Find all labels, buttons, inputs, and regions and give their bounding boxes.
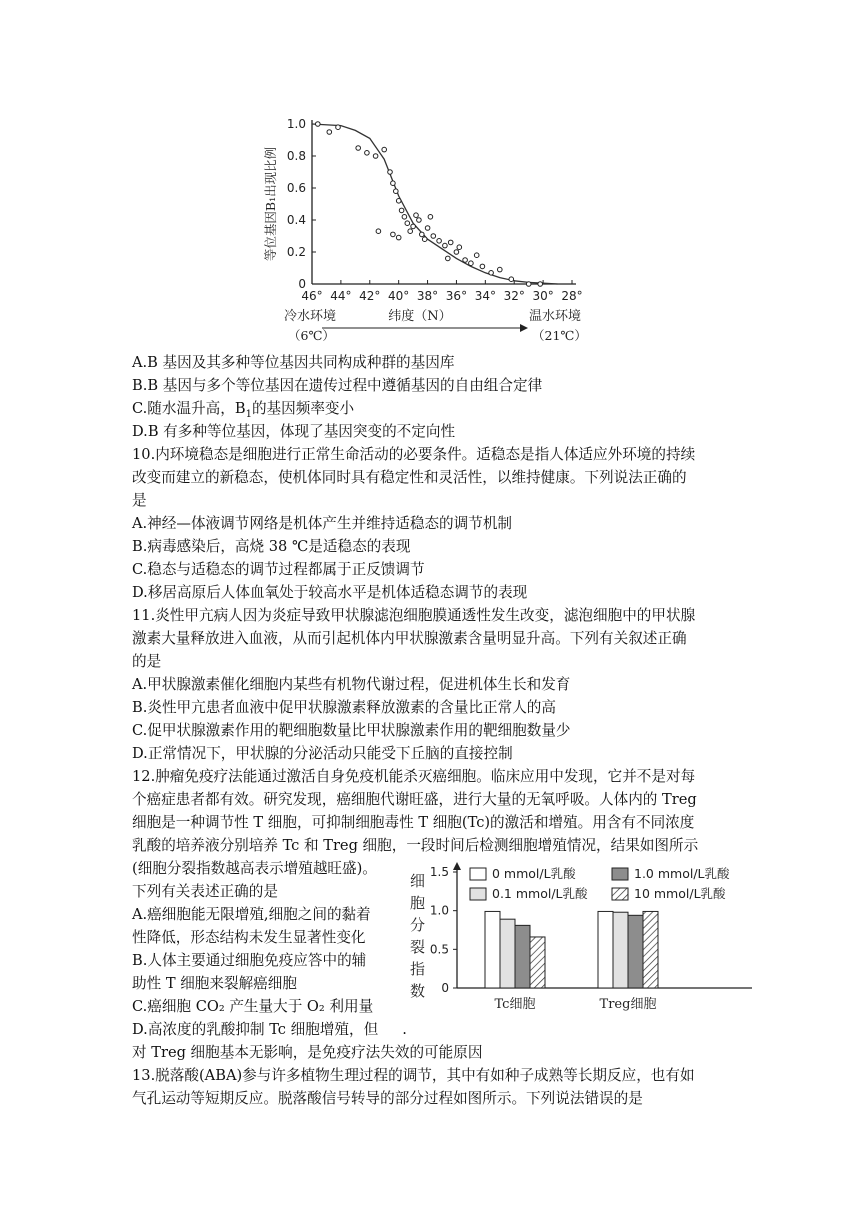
data-point: [396, 235, 401, 240]
y-axis-label-char: 细: [410, 872, 426, 890]
y-axis-arrow: [453, 862, 461, 870]
data-point: [402, 215, 407, 220]
q12-option-d: D.高浓度的乳酸抑制 Tc 细胞增殖，但 .: [132, 1021, 407, 1038]
x-tick-label: 40°: [388, 289, 410, 303]
data-point: [469, 261, 474, 266]
data-point: [448, 240, 453, 245]
q12-option-a-2: 性降低，形态结构未发生显著性变化: [132, 929, 366, 946]
data-point: [428, 215, 433, 220]
category-label: Tc细胞: [494, 997, 536, 1012]
data-point: [454, 250, 459, 255]
legend-label: 0 mmol/L乳酸: [492, 866, 576, 881]
x-tick-label: 30°: [532, 289, 554, 303]
data-point: [399, 208, 404, 213]
data-point: [414, 213, 419, 218]
x-tick-label: 36°: [445, 289, 468, 303]
data-point: [446, 256, 451, 261]
y-tick-label: 0.4: [286, 213, 306, 227]
data-point: [538, 282, 543, 287]
data-point: [336, 125, 341, 130]
data-point: [327, 130, 332, 135]
y-tick-label: 1.0: [429, 903, 449, 918]
y-axis-label-char: 胞: [410, 894, 426, 912]
q12-option-b-2: 助性 T 细胞来裂解癌细胞: [132, 975, 297, 992]
legend-swatch: [470, 868, 486, 880]
x-tick-label: 38°: [416, 289, 439, 303]
data-point: [509, 277, 514, 282]
q10-stem-3: 是: [132, 492, 147, 509]
data-point: [526, 282, 531, 287]
q10-stem: 10.内环境稳态是细胞进行正常生命活动的必要条件。适稳态是指人体适应外环境的持续: [132, 446, 696, 463]
y-tick-label: 1.0: [286, 117, 306, 131]
bar: [500, 919, 515, 988]
data-point: [498, 267, 503, 272]
data-point: [316, 122, 321, 127]
bar: [530, 937, 545, 988]
data-point: [405, 221, 410, 226]
q12-stem-4: 乳酸的培养液分别培养 Tc 和 Treg 细胞，一段时间后检测细胞增殖情况，结果如图所示: [132, 837, 699, 854]
q10-stem-2: 改变而建立的新稳态，使机体同时具有稳定性和灵活性，以维持健康。下列说法正确的: [132, 469, 687, 486]
data-point: [457, 245, 462, 250]
q12-option-b: B.人体主要通过细胞免疫应答中的辅: [132, 952, 367, 969]
data-point: [463, 258, 468, 263]
arrow-head: [520, 324, 528, 332]
legend-label: 0.1 mmol/L乳酸: [492, 886, 588, 901]
q11-option-b: B.炎性甲亢患者血液中促甲状腺激素释放激素的含量比正常人的高: [132, 699, 556, 716]
data-point: [373, 154, 378, 159]
data-point: [396, 199, 401, 204]
data-point: [391, 181, 396, 186]
x-tick-label: 46°: [301, 289, 323, 303]
x-tick-label: 34°: [474, 289, 496, 303]
q12-option-a: A.癌细胞能无限增殖,细胞之间的黏着: [132, 906, 371, 923]
bar: [598, 911, 613, 988]
bar: [613, 912, 628, 988]
data-point: [425, 226, 430, 231]
q10-option-d: D.移居高原后人体血氧处于较高水平是机体适稳态调节的表现: [132, 584, 528, 601]
fit-curve: [312, 124, 558, 284]
warm-env-temp: （21℃）: [532, 328, 587, 343]
q9-option-d: D.B 有多种等位基因，体现了基因突变的不定向性: [132, 423, 456, 440]
data-point: [408, 229, 413, 234]
q12-stem-3: 细胞是一种调节性 T 细胞，可抑制细胞毒性 T 细胞(Tc)的激活和增殖。用含有不同浓度: [132, 814, 695, 831]
bar: [515, 925, 530, 988]
x-axis-label: 纬度（N）: [388, 309, 452, 324]
x-tick-label: 44°: [330, 289, 352, 303]
y-axis-label-char: 裂: [410, 938, 426, 956]
legend-label: 1.0 mmol/L乳酸: [634, 866, 730, 881]
y-axis-label: 等位基因B₁出现比例: [263, 146, 278, 262]
q11-option-c: C.促甲状腺激素作用的靶细胞数量比甲状腺激素作用的靶细胞数量少: [132, 722, 571, 739]
y-tick-label: 0.5: [429, 942, 449, 957]
q10-option-b: B.病毒感染后，高烧 38 ℃是适稳态的表现: [132, 538, 411, 555]
legend-label: 10 mmol/L乳酸: [634, 886, 726, 901]
q9-option-c: C.随水温升高，$B_1$的基因频率变小: [132, 400, 355, 420]
y-axis-label-char: 数: [410, 982, 426, 1000]
q11-option-a: A.甲状腺激素催化细胞内某些有机物代谢过程，促进机体生长和发育: [132, 676, 571, 693]
data-point: [391, 232, 396, 237]
q11-stem-3: 的是: [132, 653, 162, 670]
data-point: [443, 243, 448, 248]
x-tick-label: 32°: [503, 289, 525, 303]
q9-option-a: A.B 基因及其多种等位基因共同构成种群的基因库: [132, 354, 455, 371]
q12-stem-5: (细胞分裂指数越高表示增殖越旺盛)。: [132, 860, 377, 877]
warm-env-label: 温水环境: [529, 309, 582, 324]
data-point: [356, 146, 361, 151]
data-point: [489, 271, 494, 276]
data-point: [376, 229, 381, 234]
q12-stem: 12.肿瘤免疫疗法能通过激活自身免疫机能杀灭癌细胞。临床应用中发现，它并不是对每: [132, 768, 696, 785]
q13-stem-2: 气孔运动等短期反应。脱落酸信号转导的部分过程如图所示。下列说法错误的是: [132, 1090, 643, 1107]
data-point: [417, 218, 422, 223]
cold-env-label: 冷水环境: [284, 309, 337, 324]
q9-option-b: B.B 基因与多个等位基因在遗传过程中遵循基因的自由组合定律: [132, 377, 543, 394]
q12-option-c: C.癌细胞 CO₂ 产生量大于 O₂ 利用量: [132, 998, 374, 1015]
data-point: [420, 232, 425, 237]
data-point: [382, 147, 387, 152]
data-point: [474, 253, 479, 258]
bar: [628, 915, 643, 988]
category-label: Treg细胞: [599, 997, 657, 1012]
data-point: [394, 189, 399, 194]
q10-option-a: A.神经—体液调节网络是机体产生并维持适稳态的调节机制: [132, 515, 513, 532]
legend-swatch: [612, 888, 628, 900]
q10-option-c: C.稳态与适稳态的调节过程都属于正反馈调节: [132, 561, 425, 578]
x-tick-label: 28°: [561, 289, 583, 303]
bar: [485, 911, 500, 988]
q11-stem-2: 激素大量释放进入血液，从而引起机体内甲状腺激素含量明显升高。下列有关叙述正确: [132, 630, 687, 647]
allele-frequency-scatter-chart: [255, 112, 595, 344]
cell-division-index-bar-chart: [402, 858, 764, 1026]
y-tick-label: 0.8: [286, 149, 306, 163]
y-axis-label-char: 分: [410, 916, 426, 934]
y-tick-label: 0: [298, 277, 306, 291]
q13-stem: 13.脱落酸(ABA)参与许多植物生理过程的调节，其中有如种子成熟等长期反应，也有如: [132, 1067, 695, 1084]
legend-swatch: [612, 868, 628, 880]
q12-stem-2: 个癌症患者都有效。研究发现，癌细胞代谢旺盛，进行大量的无氧呼吸。人体内的 Treg: [132, 791, 697, 808]
x-tick-label: 42°: [359, 289, 381, 303]
q11-stem: 11.炎性甲亢病人因为炎症导致甲状腺滤泡细胞膜通透性发生改变，滤泡细胞中的甲状腺: [132, 607, 696, 624]
q11-option-d: D.正常情况下，甲状腺的分泌活动只能受下丘脑的直接控制: [132, 745, 513, 762]
data-point: [422, 237, 427, 242]
data-point: [431, 234, 436, 239]
q12-option-d-2: 对 Treg 细胞基本无影响，是免疫疗法失效的可能原因: [132, 1044, 483, 1061]
y-tick-label: 1.5: [429, 865, 449, 879]
bar: [643, 911, 658, 988]
data-point: [480, 264, 485, 269]
data-point: [365, 151, 370, 156]
y-tick-label: 0: [441, 981, 449, 995]
y-tick-label: 0.6: [286, 181, 306, 195]
y-axis-label-char: 指: [410, 960, 426, 978]
data-point: [437, 239, 442, 244]
y-tick-label: 0.2: [286, 245, 306, 259]
data-point: [411, 224, 416, 229]
data-point: [388, 170, 393, 175]
cold-env-temp: （6℃）: [288, 328, 335, 343]
q12-question: 下列有关表述正确的是: [132, 883, 278, 900]
legend-swatch: [470, 888, 486, 900]
